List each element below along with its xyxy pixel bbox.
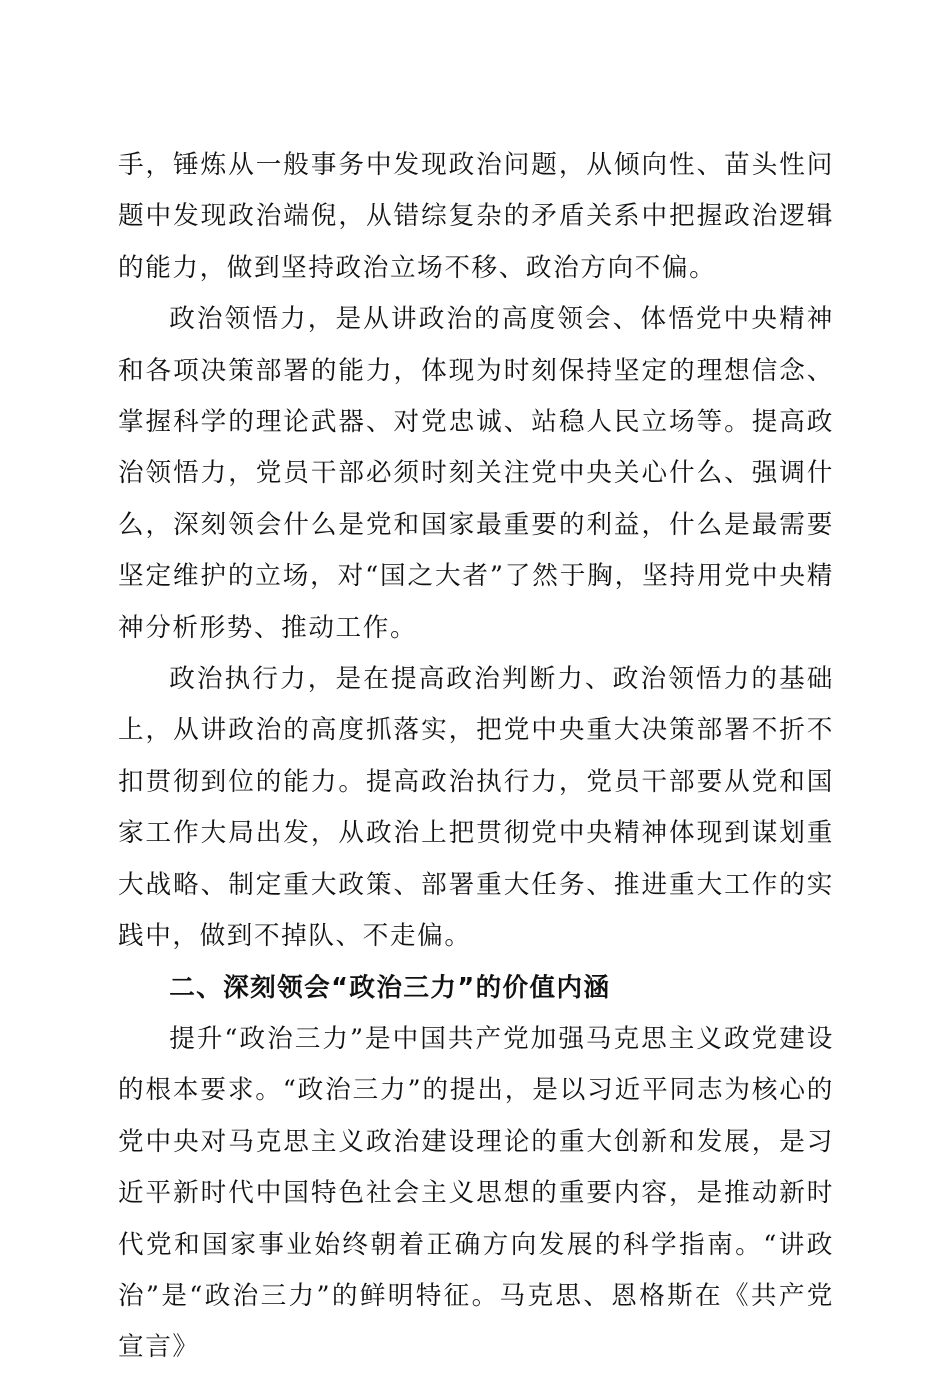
section-heading: 二、深刻领会“政治三力”的价值内涵 bbox=[169, 972, 611, 1003]
paragraph-value-connotation: 提升“政治三力”是中国共产党加强马克思主义政党建设的根本要求。“政治三力”的提出，是以习近平同志为核心的党中央对马克思主义政治建设理论的重大创新和发展，是习近平新时代中国特色社会主义思想的重要内容，是推动新时代党和国家事业始终朝着正确方向发展的科学指南。“讲政治”是“政治三力”的鲜明特征。马克思、恩格斯在《共产党宣言》 bbox=[118, 1023, 834, 1363]
paragraph-political-comprehension: 政治领悟力，是从讲政治的高度领会、体悟党中央精神和各项决策部署的能力，体现为时刻保持坚定的理想信念、掌握科学的理论武器、对党忠诚、站稳人民立场等。提高政治领悟力，党员干部必须时刻关注党中央关心什么、强调什么，深刻领会什么是党和国家最重要的利益，什么是最需要坚定维护的立场，对“国之大者”了然于胸，坚持用党中央精神分析形势、推动工作。 bbox=[118, 304, 834, 643]
paragraph-political-execution: 政治执行力，是在提高政治判断力、政治领悟力的基础上，从讲政治的高度抓落实，把党中央重大决策部署不折不扣贯彻到位的能力。提高政治执行力，党员干部要从党和国家工作大局出发，从政治上把贯彻党中央精神体现到谋划重大战略、制定重大政策、部署重大任务、推进重大工作的实践中，做到不掉队、不走偏。 bbox=[118, 664, 834, 952]
document-body bbox=[118, 140, 834, 1374]
paragraph-continuation: 手，锤炼从一般事务中发现政治问题，从倾向性、苗头性问题中发现政治端倪，从错综复杂的矛盾关系中把握政治逻辑的能力，做到坚持政治立场不移、政治方向不偏。 bbox=[118, 150, 834, 283]
